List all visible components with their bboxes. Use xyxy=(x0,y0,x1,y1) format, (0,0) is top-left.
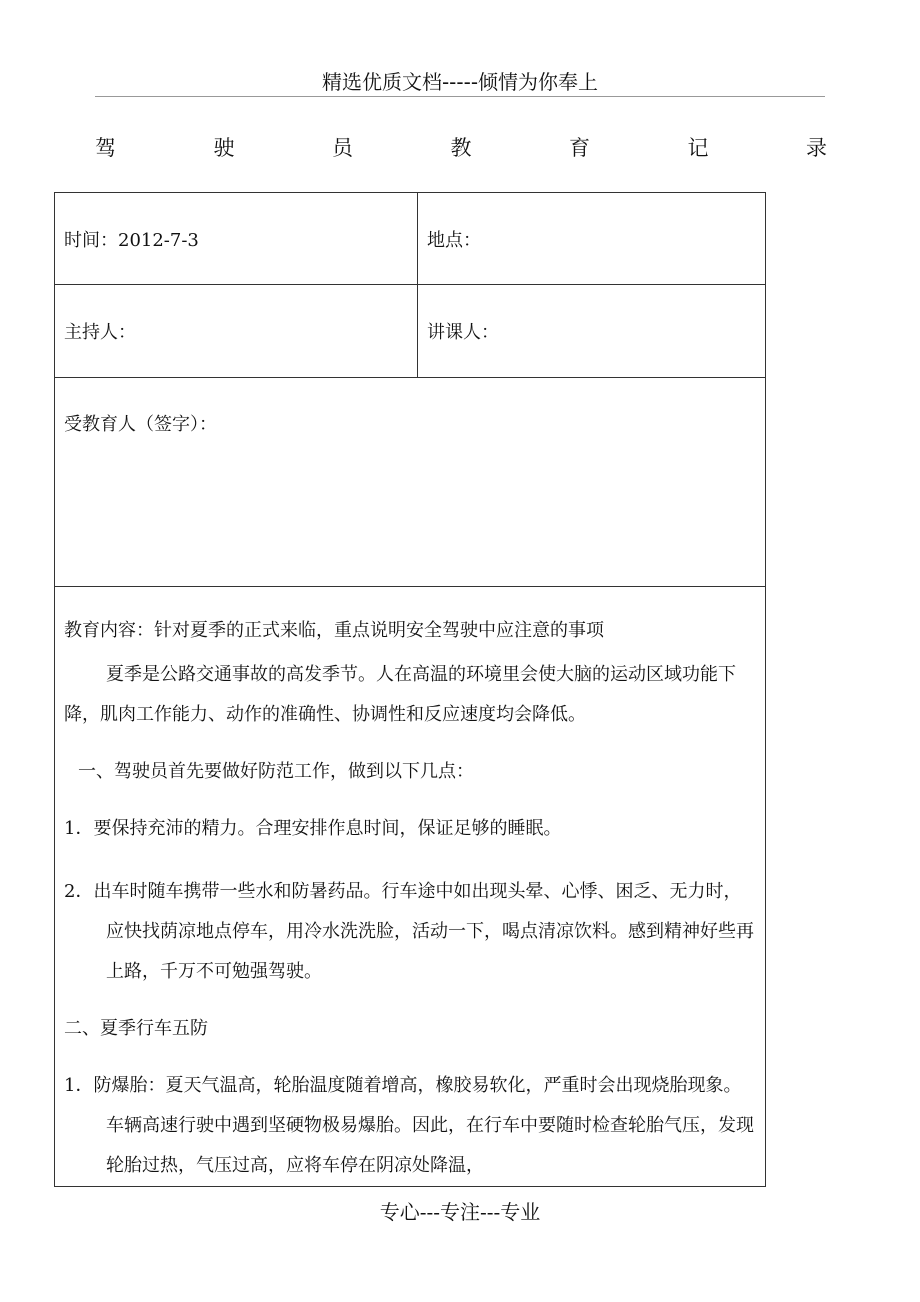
lecturer-cell: 讲课人： xyxy=(418,285,766,378)
title-char: 驶 xyxy=(213,136,235,160)
signee-cell: 受教育人（签字）： xyxy=(55,378,766,587)
title-char: 育 xyxy=(569,136,590,160)
document-title xyxy=(95,132,827,162)
page-footer: 专心---专注---专业 xyxy=(379,1200,541,1224)
content-cell xyxy=(55,587,766,1187)
section2-item-1: 1．防爆胎：夏天气温高，轮胎温度随着增高，橡胶易软化，严重时会出现烧胎现象。车辆高速行驶中遇到坚硬物极易爆胎。因此，在行车中要随时检查轮胎气压，发现轮胎过热，气压过高，应将车停在阴凉处降温， xyxy=(64,1075,754,1176)
title-char: 记 xyxy=(687,136,709,160)
title-char: 录 xyxy=(806,136,827,160)
host-cell: 主持人： xyxy=(55,285,418,378)
topic-line: 教育内容：针对夏季的正式来临，重点说明安全驾驶中应注意的事项 xyxy=(64,620,604,641)
place-cell: 地点： xyxy=(418,193,766,285)
education-record-table xyxy=(54,192,766,1187)
title-char: 教 xyxy=(450,136,472,160)
header-divider xyxy=(95,96,825,97)
intro-paragraph: 夏季是公路交通事故的高发季节。人在高温的环境里会使大脑的运动区域功能下降，肌肉工作能力、动作的准确性、协调性和反应速度均会降低。 xyxy=(64,664,736,725)
title-char: 员 xyxy=(332,136,353,160)
title-char: 驾 xyxy=(95,136,116,160)
section1-title: 一、驾驶员首先要做好防范工作，做到以下几点： xyxy=(78,761,474,782)
page-header: 精选优质文档-----倾情为你奉上 xyxy=(321,70,599,94)
section1-item-1: 1．要保持充沛的精力。合理安排作息时间，保证足够的睡眠。 xyxy=(64,818,562,839)
section1-item-2: 2．出车时随车携带一些水和防暑药品。行车途中如出现头晕、心悸、困乏、无力时，应快找荫凉地点停车，用冷水洗洗脸，活动一下，喝点清凉饮料。感到精神好些再上路，千万不可勉强驾驶。 xyxy=(64,881,754,982)
time-cell: 时间：2012-7-3 xyxy=(55,193,418,285)
section2-title: 二、夏季行车五防 xyxy=(64,1018,208,1039)
